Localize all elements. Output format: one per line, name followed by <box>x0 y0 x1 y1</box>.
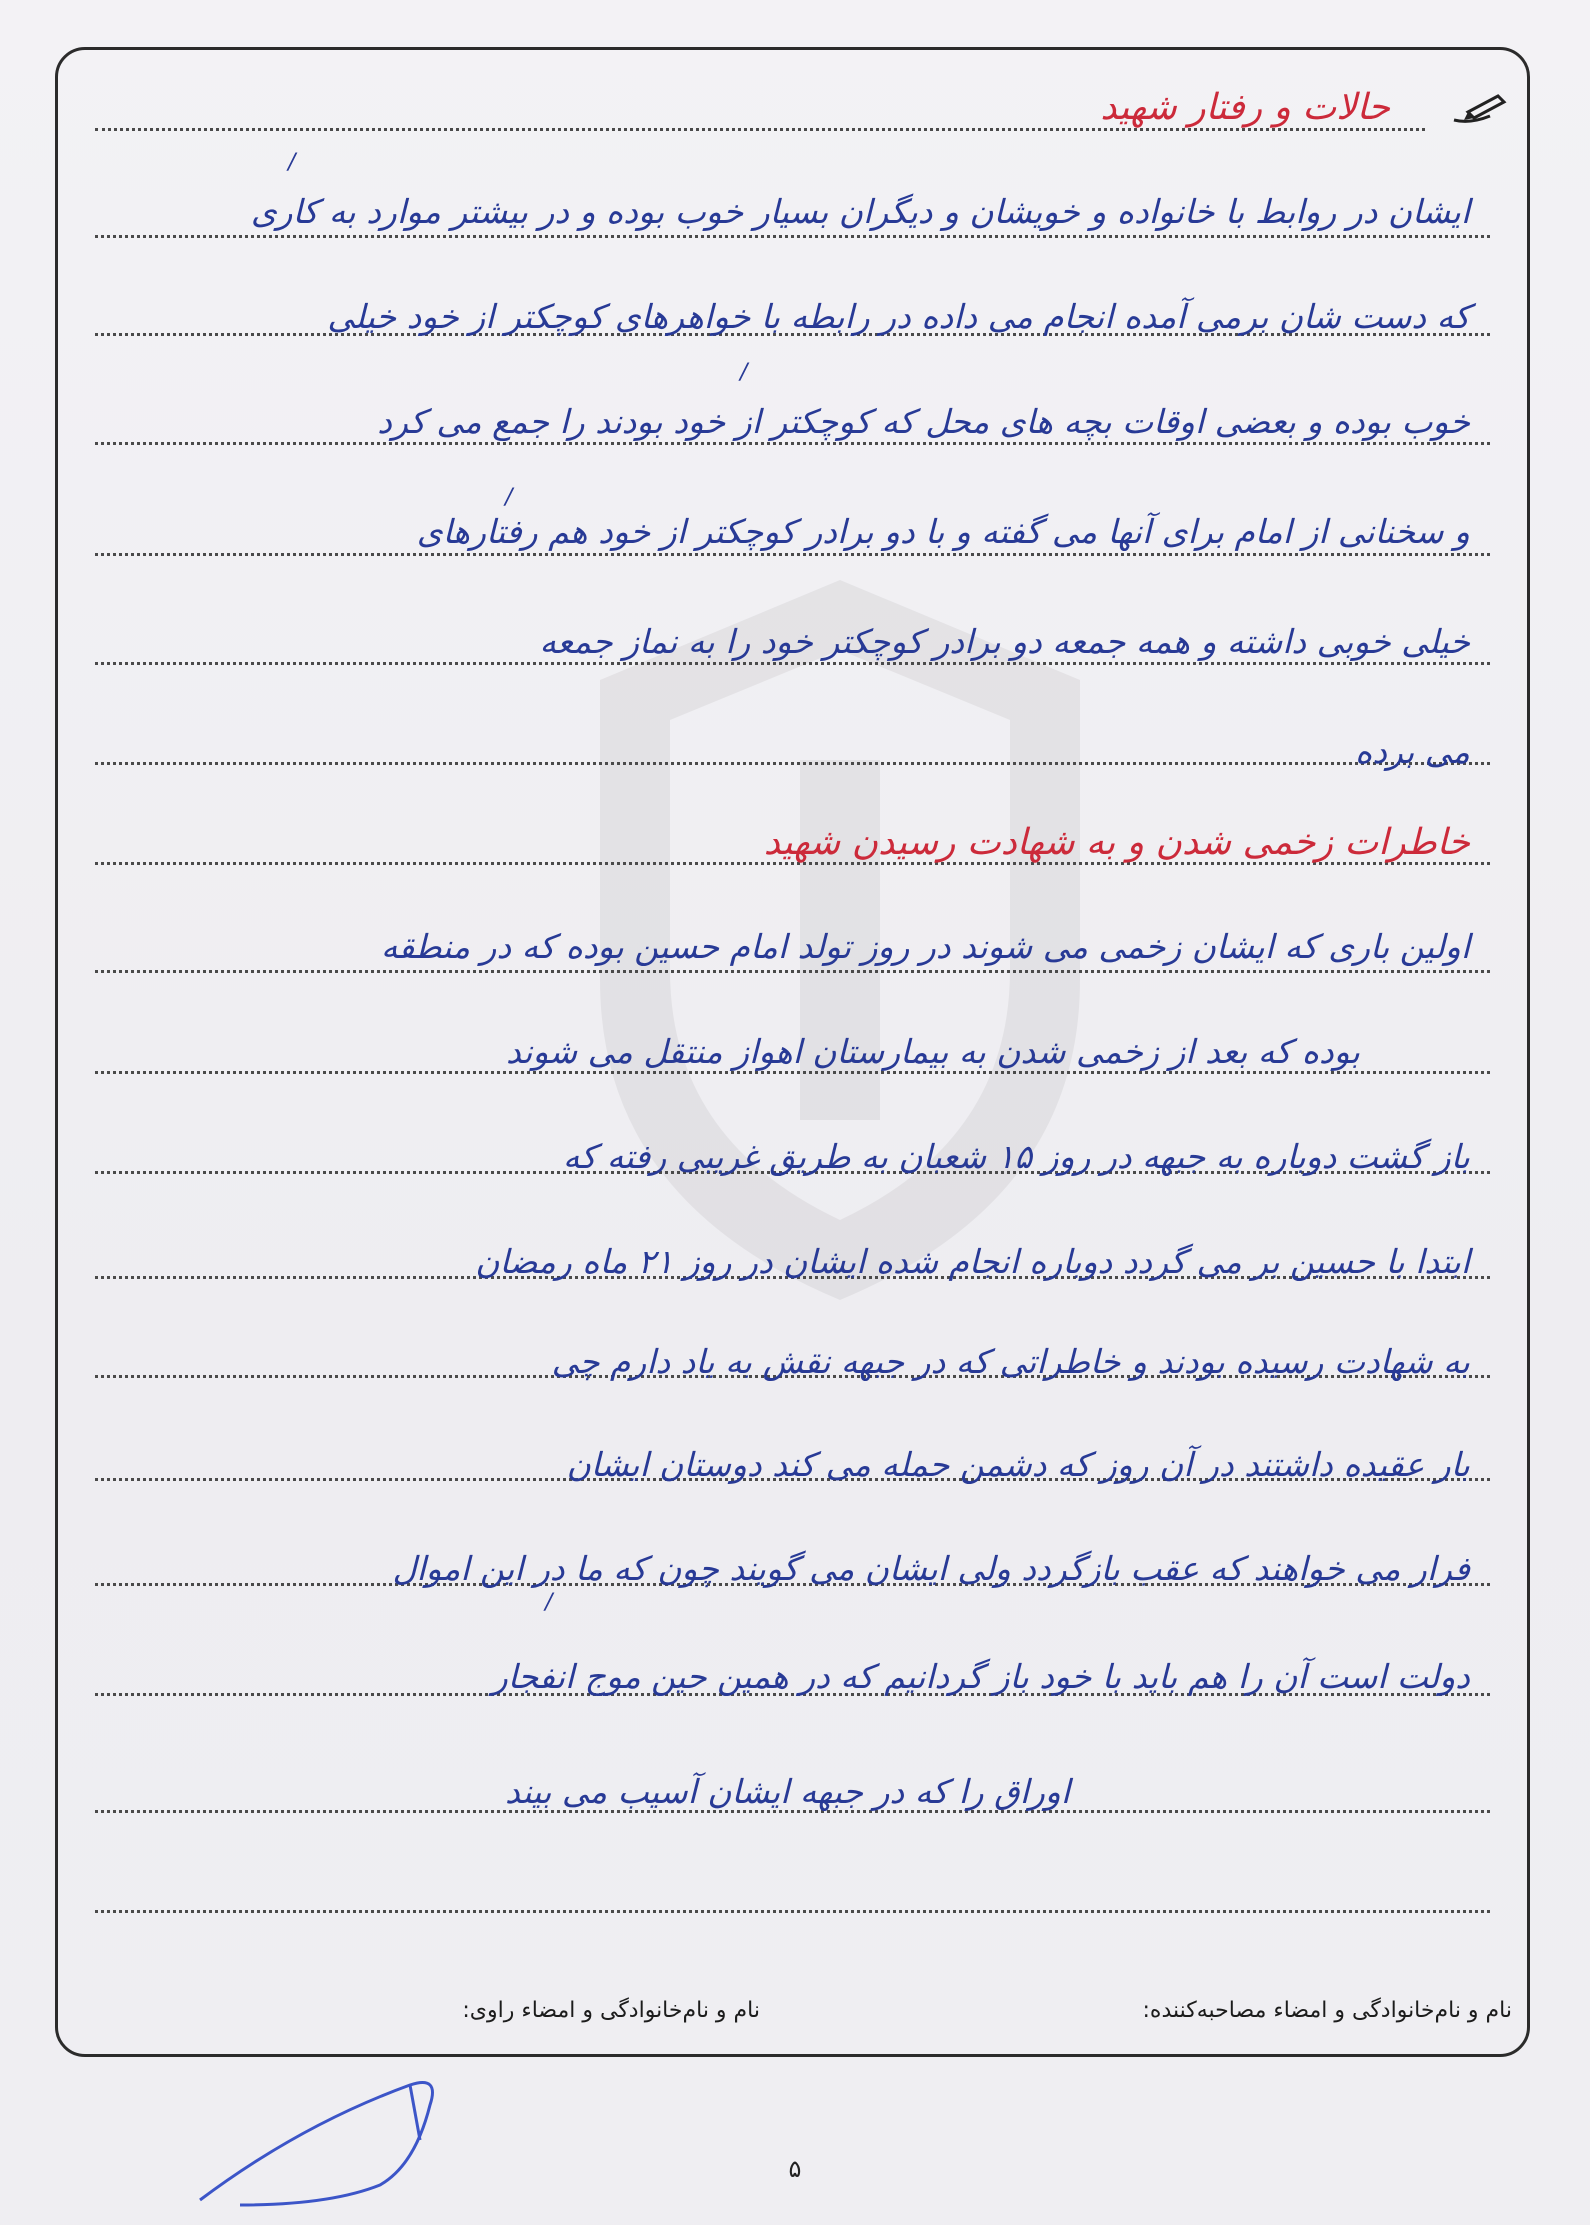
ruled-line <box>95 762 1490 765</box>
handwritten-line: به شهادت رسیده بودند و خاطراتی که در جبهه نقش به یاد دارم چی <box>551 1342 1470 1381</box>
section-title-martyrdom: خاطرات زخمی شدن و به شهادت رسیدن شهید <box>763 822 1470 863</box>
ink-stroke: / <box>545 1590 553 1615</box>
ruled-line <box>95 128 1425 131</box>
pen-writing-icon <box>1450 90 1510 128</box>
handwritten-line: می برده <box>1354 732 1470 771</box>
handwritten-line: باز گشت دوباره به جبهه در روز ۱۵ شعبان به طریق غریبی رفته که <box>563 1137 1470 1176</box>
handwritten-line: بار عقیده داشتند در آن روز که دشمن حمله می کند دوستان ایشان <box>566 1445 1470 1484</box>
handwritten-line: خیلی خوبی داشته و همه جمعه دو برادر کوچکتر خود را به نماز جمعه <box>539 622 1470 661</box>
ruled-line <box>95 970 1490 973</box>
handwritten-line: دولت است آن را هم باید با خود باز گردانیم که در همین حین موج انفجار <box>491 1657 1470 1696</box>
handwritten-line: اوراق را که در جبهه ایشان آسیب می بیند <box>505 1772 1070 1811</box>
ruled-line <box>95 553 1490 556</box>
ink-stroke: / <box>288 150 296 175</box>
narrator-signature-label: نام و نام‌خانوادگی و امضاء راوی: <box>462 1998 760 2023</box>
ruled-line <box>95 235 1490 238</box>
ruled-line <box>95 662 1490 665</box>
handwritten-line: فرار می خواهند که عقب بازگردد ولی ایشان می گویند چون که ما در این اموال <box>392 1549 1470 1588</box>
ruled-line <box>95 442 1490 445</box>
handwritten-line: و سخنانی از امام برای آنها می گفته و با دو برادر کوچکتر از خود هم رفتارهای <box>416 512 1470 551</box>
ink-stroke: / <box>505 485 513 510</box>
ruled-line <box>95 1910 1490 1913</box>
handwritten-line: خوب بوده و بعضی اوقات بچه های محل که کوچکتر از خود بودند را جمع می کرد <box>377 402 1470 441</box>
ruled-line <box>95 1071 1490 1074</box>
section-title-behavior: حالات و رفتار شهید <box>1100 87 1390 128</box>
handwritten-line: ابتدا با حسین بر می گردد دوباره انجام شده ایشان در روز ۲۱ ماه رمضان <box>475 1242 1470 1281</box>
page-number: ۵ <box>788 2155 802 2183</box>
handwritten-line: بوده که بعد از زخمی شدن به بیمارستان اهواز منتقل می شوند <box>505 1032 1360 1071</box>
handwritten-line: اولین باری که ایشان زخمی می شوند در روز تولد امام حسین بوده که در منطقه <box>380 927 1470 966</box>
signature-scribble <box>180 2065 520 2215</box>
interviewer-signature-label: نام و نام‌خانوادگی و امضاء مصاحبه‌کننده: <box>1142 1998 1512 2023</box>
ink-stroke: / <box>740 360 748 385</box>
handwritten-line: که دست شان برمی آمده انجام می داده در رابطه با خواهرهای کوچکتر از خود خیلی <box>327 297 1470 336</box>
handwritten-line: ایشان در روابط با خانواده و خویشان و دیگران بسیار خوب بوده و در بیشتر موارد به کاری <box>250 192 1470 231</box>
